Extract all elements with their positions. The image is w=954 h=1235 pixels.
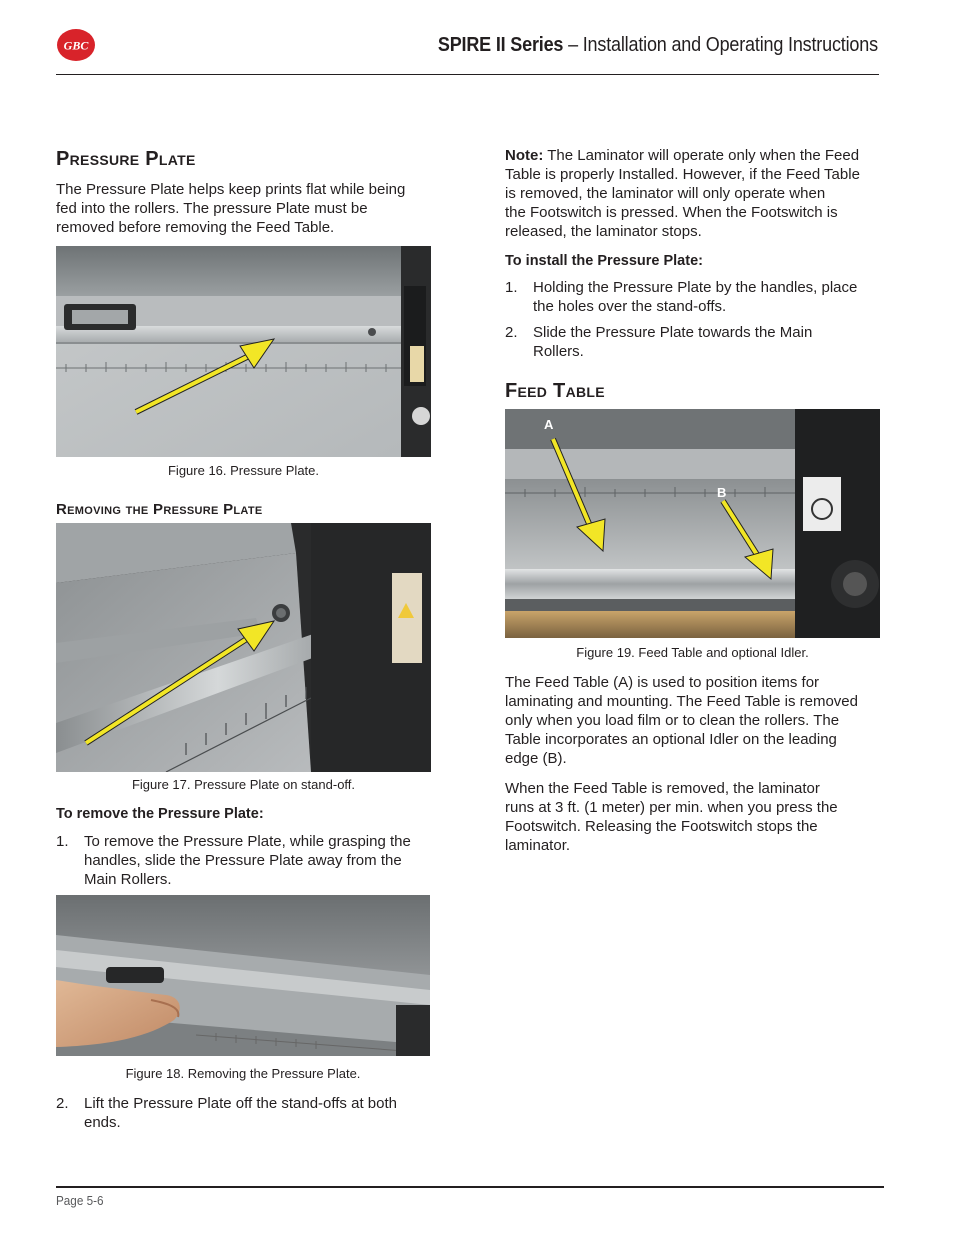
section-heading-feed-table: Feed Table	[505, 380, 605, 402]
section-heading-pressure-plate: Pressure Plate	[56, 148, 196, 170]
figure-17-caption: Figure 17. Pressure Plate on stand-off.	[131, 777, 356, 792]
feed-table-paragraph-2: When the Feed Table is removed, the laminator runs at 3 ft. (1 meter) per min. when you press the Footswitch. Releasing the Footswitch stops the laminator.	[505, 780, 838, 854]
install-step-2: 2. Slide the Pressure Plate towards the Main Rollers.	[505, 324, 813, 360]
figure-19-label-a: A	[544, 417, 554, 432]
header-divider	[56, 74, 879, 75]
document-title: SPIRE II Series – Installation and Operating Instructions	[437, 34, 878, 56]
figure-16-caption: Figure 16. Pressure Plate.	[167, 463, 320, 478]
figure-18-photo	[56, 895, 430, 1056]
gbc-logo	[56, 28, 96, 62]
remove-step-1: 1. To remove the Pressure Plate, while grasping the handles, slide the Pressure Plate away from the Main Rollers.	[56, 833, 411, 888]
subheading-removing-pressure-plate: Removing the Pressure Plate	[56, 501, 263, 518]
figure-19-photo	[505, 409, 880, 638]
remove-step-2: 2. Lift the Pressure Plate off the stand-offs at both ends.	[56, 1095, 397, 1131]
install-step-1: 1. Holding the Pressure Plate by the handles, place the holes over the stand-offs.	[505, 279, 858, 315]
figure-19-caption: Figure 19. Feed Table and optional Idler.	[576, 645, 809, 660]
remove-instructions-title: To remove the Pressure Plate:	[56, 806, 264, 822]
figure-16-photo	[56, 246, 431, 457]
figure-19-label-b: B	[717, 485, 727, 500]
footer-divider	[56, 1186, 884, 1188]
svg-text:GBC: GBC	[63, 38, 89, 53]
figure-18-caption: Figure 18. Removing the Pressure Plate.	[125, 1066, 361, 1081]
figure-17-photo	[56, 523, 431, 772]
note-paragraph: Note: The Laminator will operate only when the Feed Table is properly Installed. However, if the Feed Table is removed, the laminator will only operate when the Footswitch is pressed. When the Footswitch is released, the laminator stops.	[505, 147, 860, 240]
page-number: Page 5-6	[56, 1193, 104, 1208]
install-instructions-title: To install the Pressure Plate:	[505, 253, 703, 269]
pressure-plate-intro: The Pressure Plate helps keep prints flat while being fed into the rollers. The pressure Plate must be removed before removing the Feed Table.	[56, 181, 406, 236]
feed-table-paragraph-1: The Feed Table (A) is used to position items for laminating and mounting. The Feed Table is removed only when you load film or to clean the rollers. The Table incorporates an optional Idler on the leading edge (B).	[505, 674, 858, 767]
